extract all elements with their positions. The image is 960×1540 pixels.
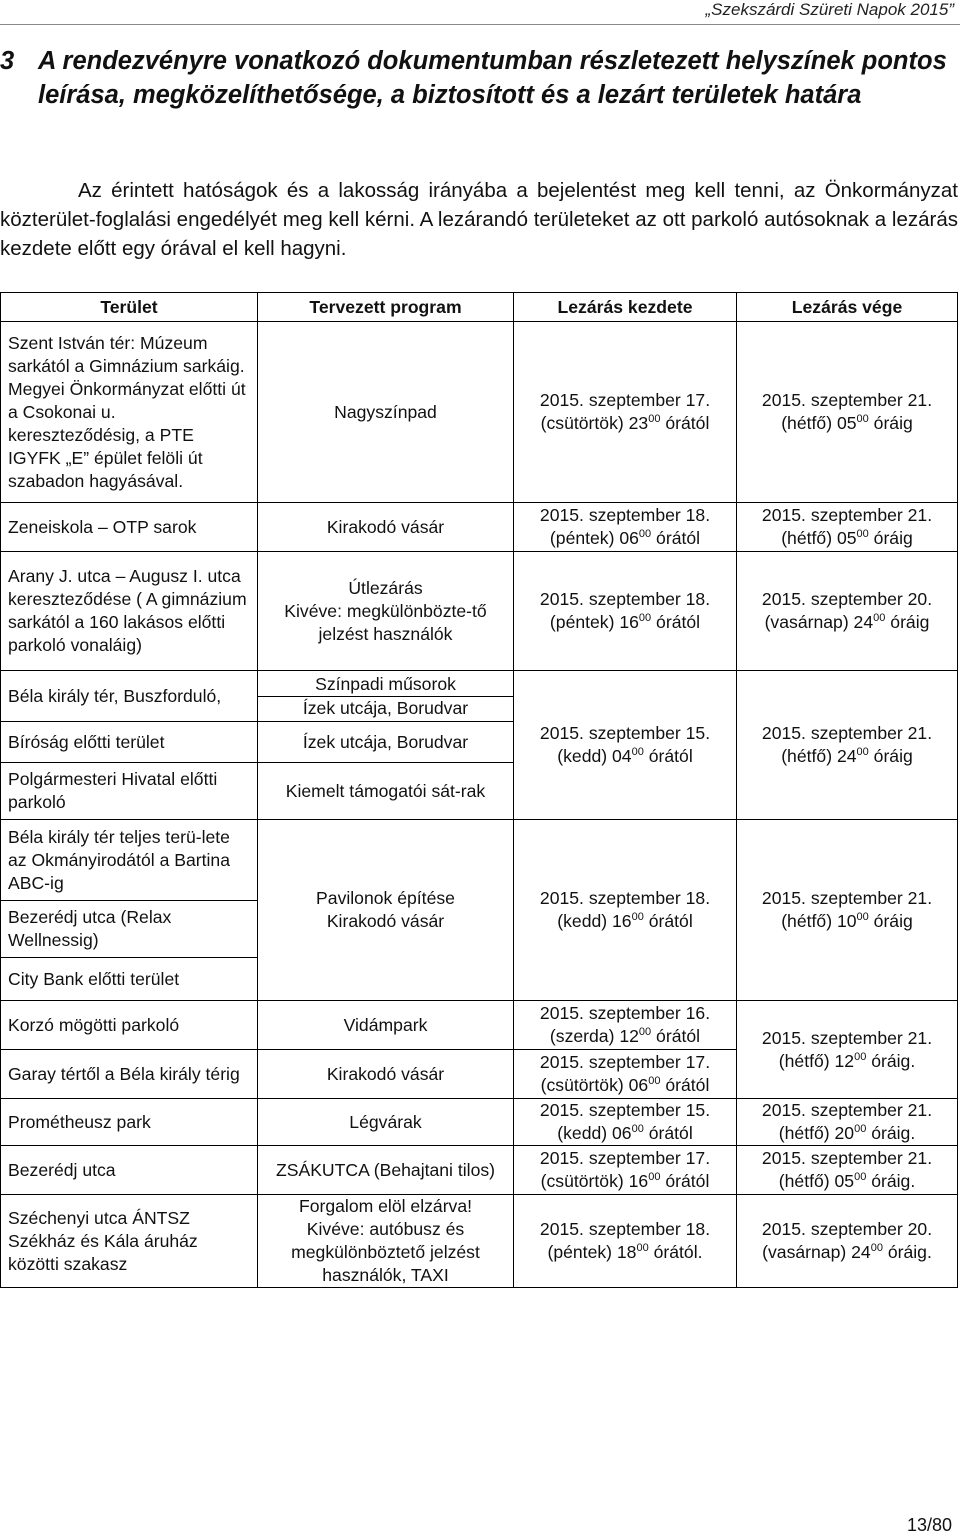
running-header: „Szekszárdi Szüreti Napok 2015” bbox=[705, 0, 954, 19]
end-date: 2015. szeptember 21. bbox=[761, 1148, 933, 1168]
program-text: Kivéve: autóbusz és megkülönböztető jelzést használók, TAXI bbox=[291, 1219, 480, 1285]
header-rule bbox=[0, 24, 960, 25]
start-cell bbox=[514, 1146, 737, 1195]
program-text: Kivéve: megkülönbözte-tő jelzést használók bbox=[284, 600, 487, 644]
area-cell: Arany J. utca – Augusz I. utca kereszteződése ( A gimnázium sarkától a 160 lakásos előtti parkoló vonaláig) bbox=[1, 552, 258, 671]
area-cell: City Bank előtti terület bbox=[1, 958, 258, 1001]
start-cell bbox=[514, 322, 737, 503]
program-cell: Nagyszínpad bbox=[258, 322, 514, 503]
end-cell bbox=[737, 552, 958, 671]
start-time: (csütörtök) $06^{00}$ órától bbox=[540, 1075, 710, 1095]
table-row bbox=[1, 1195, 958, 1288]
program-cell: Légvárak bbox=[258, 1099, 514, 1146]
start-cell bbox=[514, 552, 737, 671]
end-date: 2015. szeptember 21. bbox=[761, 390, 933, 410]
start-cell bbox=[514, 1050, 737, 1099]
end-cell bbox=[737, 820, 958, 1001]
end-time: (hétfő) $12^{00}$ óráig. bbox=[778, 1050, 916, 1071]
area-cell: Bezerédj utca bbox=[1, 1146, 258, 1195]
start-date: 2015. szeptember 15. bbox=[539, 723, 711, 743]
program-cell bbox=[258, 820, 514, 1001]
program-text: Útlezárás bbox=[348, 577, 423, 598]
table-row bbox=[1, 1099, 958, 1146]
start-cell bbox=[514, 1099, 737, 1146]
area-cell: Széchenyi utca ÁNTSZ Székház és Kála áruház közötti szakasz bbox=[1, 1195, 258, 1288]
page-number: 13/80 bbox=[906, 1515, 952, 1535]
program-cell: Kiemelt támogatói sát-rak bbox=[258, 763, 514, 820]
header-closure-start: Lezárás kezdete bbox=[514, 293, 737, 322]
table-row bbox=[1, 820, 958, 901]
header-closure-end: Lezárás vége bbox=[737, 293, 958, 322]
area-cell: Polgármesteri Hivatal előtti parkoló bbox=[1, 763, 258, 820]
program-text: Forgalom elöl elzárva! bbox=[298, 1196, 473, 1216]
end-time: (vasárnap) $24^{00}$ óráig bbox=[764, 612, 930, 632]
end-date: 2015. szeptember 21. bbox=[761, 1027, 933, 1048]
end-time: (hétfő) $05^{00}$ óráig bbox=[781, 413, 913, 433]
end-date: 2015. szeptember 20. bbox=[761, 589, 933, 609]
start-time: (péntek) $16^{00}$ órától bbox=[549, 612, 701, 632]
program-cell bbox=[258, 671, 514, 722]
program-cell: Vidámpark bbox=[258, 1001, 514, 1050]
start-time: (csütörtök) $16^{00}$ órától bbox=[540, 1171, 710, 1191]
program-text: Ízek utcája, Borudvar bbox=[258, 696, 513, 720]
end-time: (hétfő) $10^{00}$ óráig bbox=[781, 911, 913, 931]
end-cell bbox=[737, 671, 958, 820]
end-time: (hétfő) $05^{00}$ óráig. bbox=[778, 1171, 916, 1191]
start-time: (kedd) $06^{00}$ órától bbox=[557, 1123, 693, 1143]
area-text: Megyei Önkormányzat előtti út a Csokonai u. kereszteződésig, a PTE IGYFK „E” épület felöli út szabadon hagyásával. bbox=[8, 378, 246, 491]
area-cell: Bezerédj utca (Relax Wellnessig) bbox=[1, 901, 258, 958]
table-row bbox=[1, 1146, 958, 1195]
start-date: 2015. szeptember 15. bbox=[539, 1100, 711, 1120]
end-time: (hétfő) $24^{00}$ óráig bbox=[781, 746, 913, 766]
table-row bbox=[1, 503, 958, 552]
table-row bbox=[1, 552, 958, 671]
area-cell: Zeneiskola – OTP sarok bbox=[1, 503, 258, 552]
end-date: 2015. szeptember 21. bbox=[761, 1100, 933, 1120]
start-date: 2015. szeptember 16. bbox=[539, 1003, 711, 1023]
start-time: (szerda) $12^{00}$ órától bbox=[549, 1026, 701, 1046]
header-program: Tervezett program bbox=[258, 293, 514, 322]
program-cell bbox=[258, 552, 514, 671]
start-time: (kedd) $16^{00}$ órától bbox=[557, 911, 693, 931]
start-time: (péntek) $06^{00}$ órától bbox=[549, 528, 701, 548]
section-title: A rendezvényre vonatkozó dokumentumban részletezett helyszínek pontos leírása, megközelíthetősége, a biztosított és a lezárt területek határa bbox=[38, 47, 947, 109]
program-text: Pavilonok építése bbox=[316, 888, 455, 908]
start-cell bbox=[514, 820, 737, 1001]
intro-text: Az érintett hatóságok és a lakosság irányába a bejelentést meg kell tenni, az Önkormányzat közterület-foglalási engedélyét meg kell kérni. A lezárandó területeket az ott parkoló autósoknak a lezárás kezdete előtt egy órával el kell hagyni. bbox=[0, 179, 958, 260]
program-cell: Ízek utcája, Borudvar bbox=[258, 722, 514, 763]
end-date: 2015. szeptember 21. bbox=[761, 723, 933, 743]
end-cell bbox=[737, 322, 958, 503]
start-cell bbox=[514, 1001, 737, 1050]
table-row bbox=[1, 671, 958, 722]
start-cell bbox=[514, 1195, 737, 1288]
program-cell: Kirakodó vásár bbox=[258, 503, 514, 552]
end-date: 2015. szeptember 21. bbox=[761, 888, 933, 908]
program-text: Színpadi műsorok bbox=[315, 673, 456, 694]
area-cell: Béla király tér, Buszforduló, bbox=[1, 671, 258, 722]
start-date: 2015. szeptember 17. bbox=[539, 1148, 711, 1168]
start-cell bbox=[514, 503, 737, 552]
start-time: (csütörtök) $23^{00}$ órától bbox=[540, 413, 710, 433]
end-time: (vasárnap) $24^{00}$ óráig. bbox=[762, 1242, 932, 1262]
section-heading bbox=[0, 44, 955, 112]
start-date: 2015. szeptember 17. bbox=[539, 390, 711, 410]
area-cell: Korzó mögötti parkoló bbox=[1, 1001, 258, 1050]
end-time: (hétfő) $05^{00}$ óráig bbox=[781, 528, 913, 548]
start-date: 2015. szeptember 18. bbox=[539, 1219, 711, 1239]
end-date: 2015. szeptember 21. bbox=[761, 505, 933, 525]
area-cell: Bíróság előtti terület bbox=[1, 722, 258, 763]
intro-paragraph bbox=[0, 176, 958, 263]
start-date: 2015. szeptember 17. bbox=[539, 1052, 711, 1072]
area-cell: Prométheusz park bbox=[1, 1099, 258, 1146]
end-cell bbox=[737, 1146, 958, 1195]
area-cell: Béla király tér teljes terü-lete az Okmányirodától a Bartina ABC-ig bbox=[1, 820, 258, 901]
start-time: (péntek) $18^{00}$ órától. bbox=[547, 1242, 703, 1262]
start-date: 2015. szeptember 18. bbox=[539, 888, 711, 908]
road-closure-table bbox=[0, 292, 958, 1288]
area-cell bbox=[1, 322, 258, 503]
start-cell bbox=[514, 671, 737, 820]
end-cell bbox=[737, 1195, 958, 1288]
program-cell: Kirakodó vásár bbox=[258, 1050, 514, 1099]
start-date: 2015. szeptember 18. bbox=[539, 505, 711, 525]
end-cell bbox=[737, 1001, 958, 1099]
end-date: 2015. szeptember 20. bbox=[761, 1219, 933, 1239]
end-cell bbox=[737, 1099, 958, 1146]
end-time: (hétfő) $20^{00}$ óráig. bbox=[778, 1123, 916, 1143]
end-cell bbox=[737, 503, 958, 552]
table-header-row bbox=[1, 293, 958, 322]
header-area: Terület bbox=[1, 293, 258, 322]
start-time: (kedd) $04^{00}$ órától bbox=[557, 746, 693, 766]
area-text: Szent István tér: Múzeum sarkától a Gimnázium sarkáig. bbox=[8, 332, 245, 376]
table-row bbox=[1, 1001, 958, 1050]
start-date: 2015. szeptember 18. bbox=[539, 589, 711, 609]
program-text: Kirakodó vásár bbox=[326, 911, 445, 931]
area-cell: Garay tértől a Béla király térig bbox=[1, 1050, 258, 1099]
table-row bbox=[1, 322, 958, 503]
program-cell bbox=[258, 1195, 514, 1288]
section-number: 3 bbox=[0, 47, 15, 75]
program-cell: ZSÁKUTCA (Behajtani tilos) bbox=[258, 1146, 514, 1195]
